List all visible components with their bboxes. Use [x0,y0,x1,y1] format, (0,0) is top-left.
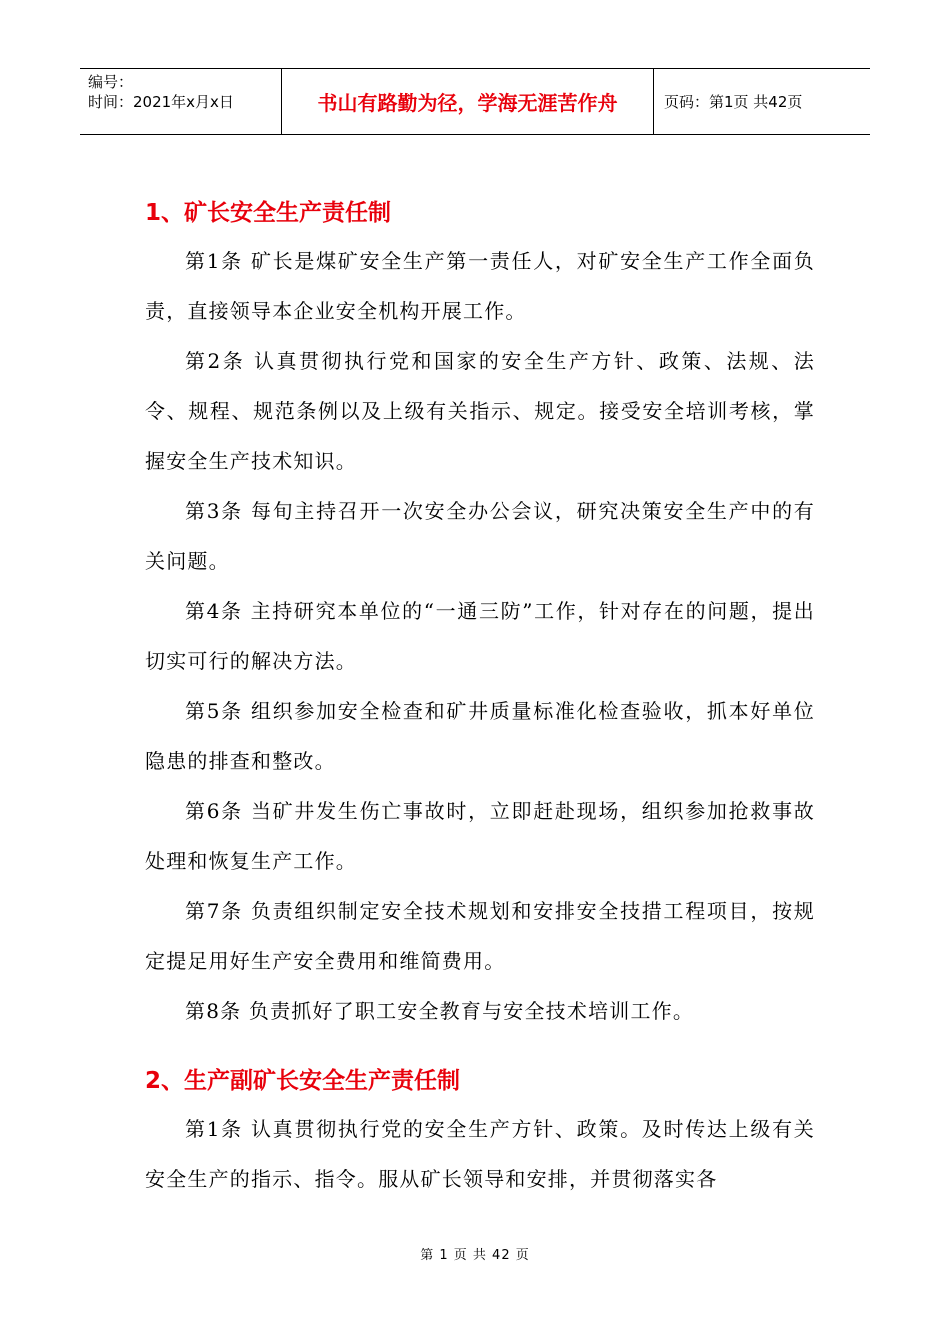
page-footer: 第 1 页 共 42 页 [420,1248,530,1263]
article-5: 第5条 组织参加安全检查和矿井质量标准化检查验收，抓本好单位隐患的排查和整改。 [145,699,815,773]
article-2: 第2条 认真贯彻执行党和国家的安全生产方针、政策、法规、法令、规程、规范条例以及上级有关指示、规定。接受安全培训考核，掌握安全生产技术知识。 [145,349,815,473]
section-title-1: 1、矿长安全生产责任制 [145,200,392,226]
article-7: 第7条 负责组织制定安全技术规划和安排安全技措工程项目，按规定提足用好生产安全费用和维简费用。 [145,899,815,973]
header-meta-cell [80,69,282,134]
page-header [80,68,870,135]
header-page-info: 页码：第1页 共42页 [664,93,803,111]
article-3: 第3条 每旬主持召开一次安全办公会议，研究决策安全生产中的有关问题。 [145,499,815,573]
article-4: 第4条 主持研究本单位的“一通三防”工作，针对存在的问题，提出切实可行的解决方法。 [145,599,815,673]
article-1: 第1条 矿长是煤矿安全生产第一责任人，对矿安全生产工作全面负责，直接领导本企业安全机构开展工作。 [145,249,815,323]
document-date-label: 时间：2021年x月x日 [88,93,234,111]
header-motto: 书山有路勤为径，学海无涯苦作舟 [282,69,654,134]
section-2-article-1: 第1条 认真贯彻执行党的安全生产方针、政策。及时传达上级有关安全生产的指示、指令。服从矿长领导和安排，并贯彻落实各 [145,1117,815,1191]
document-body [145,190,815,1204]
article-6: 第6条 当矿井发生伤亡事故时，立即赶赴现场，组织参加抢救事故处理和恢复生产工作。 [145,799,815,873]
section-title-2: 2、生产副矿长安全生产责任制 [145,1068,461,1094]
document-number-label: 编号： [88,73,134,91]
article-8: 第8条 负责抓好了职工安全教育与安全技术培训工作。 [185,999,695,1023]
